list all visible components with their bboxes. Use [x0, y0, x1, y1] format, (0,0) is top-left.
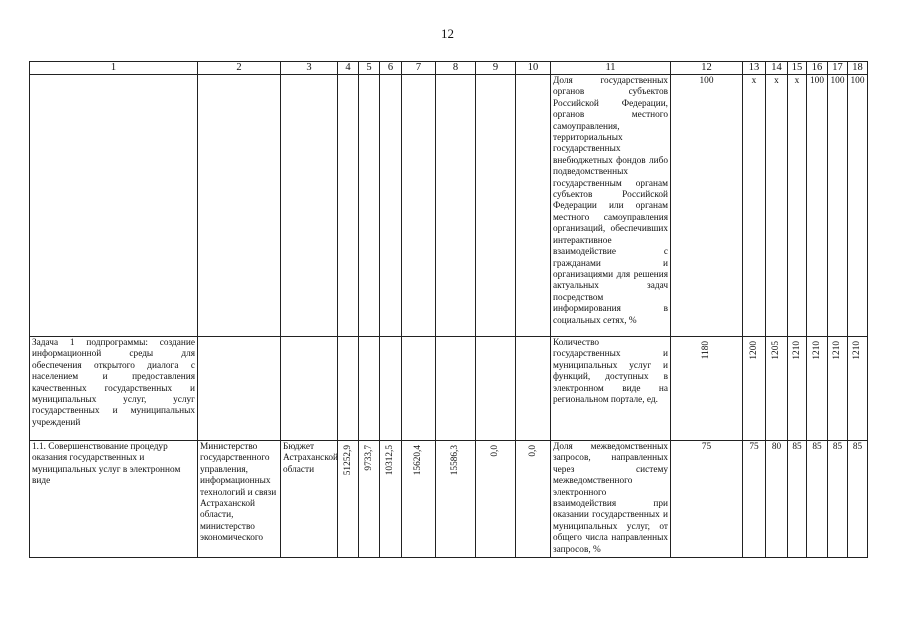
- value-cell: [766, 337, 788, 441]
- value-text: 1205: [771, 341, 781, 360]
- amount-cell: [380, 75, 402, 337]
- column-header: 16: [807, 62, 828, 75]
- source-cell: [281, 75, 338, 337]
- value-cell: [671, 337, 743, 441]
- column-header: 6: [380, 62, 402, 75]
- value-text: 1210: [791, 341, 802, 360]
- value-cell: 100: [807, 75, 828, 337]
- program-table: [29, 61, 868, 558]
- column-header: 1: [30, 62, 198, 75]
- executor-cell: [198, 75, 281, 337]
- amount-cell: [359, 441, 380, 558]
- amount-text: 0,0: [490, 445, 500, 457]
- indicator-cell: Доля межведомственных запросов, направленных через систему межведомственного электронного взаимодействия при оказании государственных и муниципальных услуг, от общего числа направленных запросов, %: [551, 441, 671, 558]
- value-text: 1210: [811, 341, 822, 360]
- source-cell: Бюджет Астраханской области: [281, 441, 338, 558]
- value-cell: [788, 337, 807, 441]
- table-row: [30, 75, 868, 337]
- task-cell: 1.1. Совершенствование процедур оказания государственных и муниципальных услуг в электронном виде: [30, 441, 198, 558]
- column-header: 10: [516, 62, 551, 75]
- source-cell: [281, 337, 338, 441]
- amount-cell: [338, 441, 359, 558]
- amount-cell: [402, 75, 436, 337]
- amount-cell: [402, 441, 436, 558]
- value-cell: [848, 337, 868, 441]
- value-text: 1180: [701, 341, 711, 360]
- value-cell: 75: [671, 441, 743, 558]
- amount-cell: [338, 337, 359, 441]
- column-header: 8: [436, 62, 476, 75]
- value-cell: [828, 337, 848, 441]
- executor-cell: Министерство государственного управления, информационных технологий и связи Астраханской области, министерство экономического: [198, 441, 281, 558]
- value-cell: [807, 337, 828, 441]
- column-header: 7: [402, 62, 436, 75]
- value-text: 1200: [748, 341, 759, 360]
- amount-cell: [359, 75, 380, 337]
- amount-text: 10312,5: [385, 445, 395, 476]
- amount-cell: [476, 441, 516, 558]
- value-cell: 100: [848, 75, 868, 337]
- value-cell: x: [743, 75, 766, 337]
- value-text: 1210: [832, 341, 842, 360]
- column-header: 17: [828, 62, 848, 75]
- header-row: [30, 62, 868, 75]
- amount-text: 0,0: [527, 445, 538, 457]
- value-cell: 80: [766, 441, 788, 558]
- value-cell: 75: [743, 441, 766, 558]
- value-cell: 100: [828, 75, 848, 337]
- executor-cell: [198, 337, 281, 441]
- value-cell: 85: [807, 441, 828, 558]
- value-cell: 85: [828, 441, 848, 558]
- column-header: 12: [671, 62, 743, 75]
- amount-cell: [338, 75, 359, 337]
- value-cell: [743, 337, 766, 441]
- value-cell: x: [766, 75, 788, 337]
- amount-cell: [380, 441, 402, 558]
- value-text: 1210: [852, 341, 862, 360]
- amount-cell: [516, 337, 551, 441]
- amount-cell: [359, 337, 380, 441]
- table-row: [30, 337, 868, 441]
- amount-cell: [436, 75, 476, 337]
- amount-text: 15586,3: [450, 445, 460, 476]
- page-number: 12: [441, 26, 454, 41]
- indicator-cell: Количество государственных и муниципальных услуг и функций, доступных в электронном виде на региональном портале, ед.: [551, 337, 671, 441]
- column-header: 18: [848, 62, 868, 75]
- amount-cell: [476, 337, 516, 441]
- value-cell: 85: [848, 441, 868, 558]
- task-cell: Задача 1 подпрограммы: создание информационной среды для обеспечения открытого диалога с населением и предоставления качественных государственных и муниципальных услуг, услуг государственных и муниципальных учреждений: [30, 337, 198, 441]
- value-cell: 85: [788, 441, 807, 558]
- table-row: [30, 441, 868, 558]
- column-header: 15: [788, 62, 807, 75]
- column-header: 3: [281, 62, 338, 75]
- column-header: 9: [476, 62, 516, 75]
- column-header: 5: [359, 62, 380, 75]
- amount-cell: [436, 441, 476, 558]
- column-header: 11: [551, 62, 671, 75]
- amount-text: 9733,7: [363, 445, 374, 471]
- amount-cell: [436, 337, 476, 441]
- column-header: 4: [338, 62, 359, 75]
- value-cell: 100: [671, 75, 743, 337]
- task-cell: [30, 75, 198, 337]
- amount-cell: [516, 75, 551, 337]
- amount-cell: [402, 337, 436, 441]
- amount-text: 15620,4: [413, 445, 423, 476]
- column-header: 13: [743, 62, 766, 75]
- indicator-cell: Доля государственных органов субъектов Российской Федерации, органов местного самоуправления, территориальных государственных внебюджетных фондов либо подведомственных государственным органам субъектов Российской Федерации или органам местного самоуправления организаций, обеспечивших интерактивное взаимодействие с гражданами и организациями для решения актуальных задач посредством информирования в социальных сетях, %: [551, 75, 671, 337]
- amount-cell: [476, 75, 516, 337]
- amount-cell: [380, 337, 402, 441]
- value-cell: x: [788, 75, 807, 337]
- amount-text: 51252,9: [342, 445, 353, 476]
- column-header: 2: [198, 62, 281, 75]
- column-header: 14: [766, 62, 788, 75]
- amount-cell: [516, 441, 551, 558]
